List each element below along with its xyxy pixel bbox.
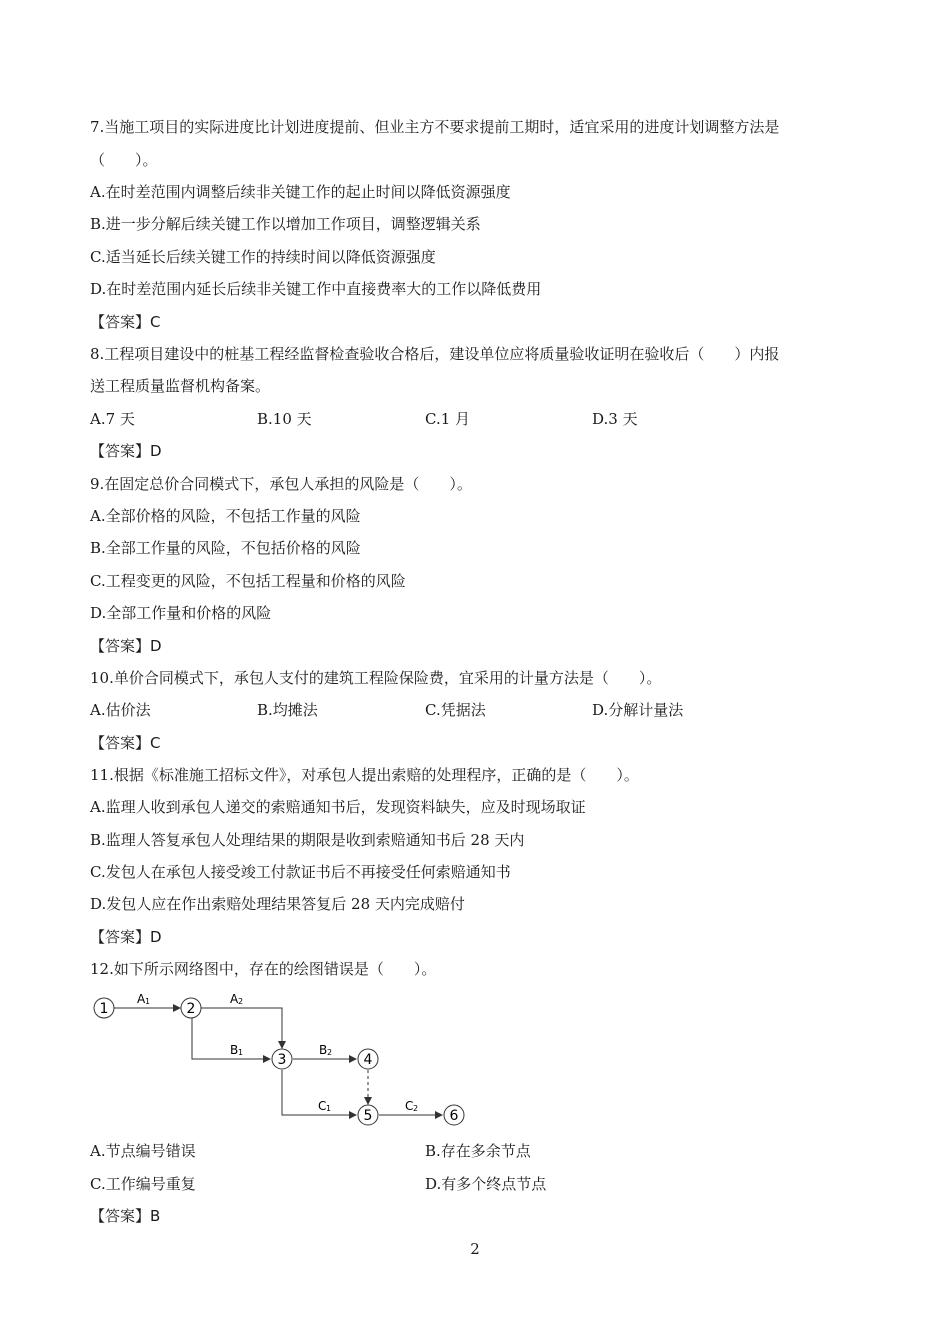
q8-stem-line1: 8.工程项目建设中的桩基工程经监督检查验收合格后，建设单位应将质量验收证明在验收后（ ）内报 [90, 345, 780, 363]
svg-text:C: C [405, 1099, 414, 1113]
q10-option-c: C.凭据法 [425, 701, 486, 719]
svg-text:1: 1 [326, 1104, 332, 1113]
q8-answer: 【答案】D [90, 442, 162, 460]
q8-option-a: A.7 天 [90, 410, 135, 428]
label-B2 [319, 1043, 332, 1057]
label-C1 [318, 1099, 331, 1113]
q10-answer: 【答案】C [90, 734, 161, 752]
q7-option-d: D.在时差范围内延长后续非关键工作中直接费率大的工作以降低费用 [90, 280, 542, 298]
q9-option-c: C.工程变更的风险，不包括工程量和价格的风险 [90, 572, 406, 590]
arrow-2-3-top [201, 1008, 282, 1048]
q11-option-b: B.监理人答复承包人处理结果的期限是收到索赔通知书后 28 天内 [90, 831, 525, 849]
node-5 [358, 1105, 378, 1125]
q7-answer: 【答案】C [90, 313, 161, 331]
q10-option-b: B.均摊法 [257, 701, 318, 719]
q12-option-c: C.工作编号重复 [90, 1175, 196, 1193]
svg-text:4: 4 [363, 1052, 373, 1068]
label-C2 [405, 1099, 418, 1113]
q7-option-c: C.适当延长后续关键工作的持续时间以降低资源强度 [90, 248, 436, 266]
q11-option-c: C.发包人在承包人接受竣工付款证书后不再接受任何索赔通知书 [90, 863, 511, 881]
q10-option-a: A.估价法 [90, 701, 151, 719]
q11-option-d: D.发包人应在作出索赔处理结果答复后 28 天内完成赔付 [90, 895, 465, 913]
q9-answer: 【答案】D [90, 637, 162, 655]
q11-option-a: A.监理人收到承包人递交的索赔通知书后，发现资料缺失，应及时现场取证 [90, 798, 586, 816]
label-A2 [230, 992, 243, 1006]
q9-option-b: B.全部工作量的风险，不包括价格的风险 [90, 539, 361, 557]
label-A1 [137, 992, 150, 1006]
node-3 [272, 1049, 292, 1069]
svg-text:A: A [230, 992, 239, 1006]
svg-text:1: 1 [99, 1001, 109, 1017]
q10-option-d: D.分解计量法 [592, 701, 684, 719]
q12-stem: 12.如下所示网络图中，存在的绘图错误是（ ）。 [90, 960, 437, 978]
svg-text:1: 1 [145, 997, 151, 1006]
svg-text:5: 5 [363, 1108, 373, 1124]
q12-option-b: B.存在多余节点 [425, 1142, 531, 1160]
node-2 [181, 998, 201, 1018]
node-6 [444, 1105, 464, 1125]
q9-option-a: A.全部价格的风险，不包括工作量的风险 [90, 507, 361, 525]
node-1 [94, 998, 114, 1018]
svg-text:2: 2 [413, 1104, 419, 1113]
q9-option-d: D.全部工作量和价格的风险 [90, 604, 272, 622]
q7-option-a: A.在时差范围内调整后续非关键工作的起止时间以降低资源强度 [90, 183, 511, 201]
svg-text:1: 1 [238, 1048, 244, 1057]
q7-option-b: B.进一步分解后续关键工作以增加工作项目，调整逻辑关系 [90, 215, 481, 233]
svg-text:2: 2 [238, 997, 244, 1006]
node-4 [358, 1049, 378, 1069]
q8-stem-line2: 送工程质量监督机构备案。 [90, 377, 271, 395]
svg-text:2: 2 [327, 1048, 333, 1057]
q12-answer: 【答案】B [90, 1207, 161, 1225]
svg-text:B: B [230, 1043, 239, 1057]
q10-stem: 10.单价合同模式下，承包人支付的建筑工程险保险费，宜采用的计量方法是（ ）。 [90, 669, 662, 687]
label-B1 [230, 1043, 243, 1057]
svg-text:C: C [318, 1099, 327, 1113]
q7-stem-line1: 7.当施工项目的实际进度比计划进度提前、但业主方不要求提前工期时，适宜采用的进度计划调整方法是 [90, 118, 780, 136]
svg-text:2: 2 [186, 1001, 196, 1017]
q11-stem: 11.根据《标准施工招标文件》，对承包人提出索赔的处理程序，正确的是（ ）。 [90, 766, 639, 784]
q12-option-d: D.有多个终点节点 [425, 1175, 547, 1193]
q8-option-d: D.3 天 [592, 410, 638, 428]
svg-text:3: 3 [277, 1052, 287, 1068]
svg-text:A: A [137, 992, 146, 1006]
q11-answer: 【答案】D [90, 928, 162, 946]
q12-option-a: A.节点编号错误 [90, 1142, 196, 1160]
page-number: 2 [470, 1240, 480, 1258]
q8-option-c: C.1 月 [425, 410, 471, 428]
svg-text:B: B [319, 1043, 328, 1057]
q8-option-b: B.10 天 [257, 410, 312, 428]
q7-stem-line2: （ ）。 [90, 151, 158, 169]
network-diagram [88, 990, 488, 1140]
q9-stem: 9.在固定总价合同模式下，承包人承担的风险是（ ）。 [90, 475, 472, 493]
svg-text:6: 6 [449, 1108, 459, 1124]
